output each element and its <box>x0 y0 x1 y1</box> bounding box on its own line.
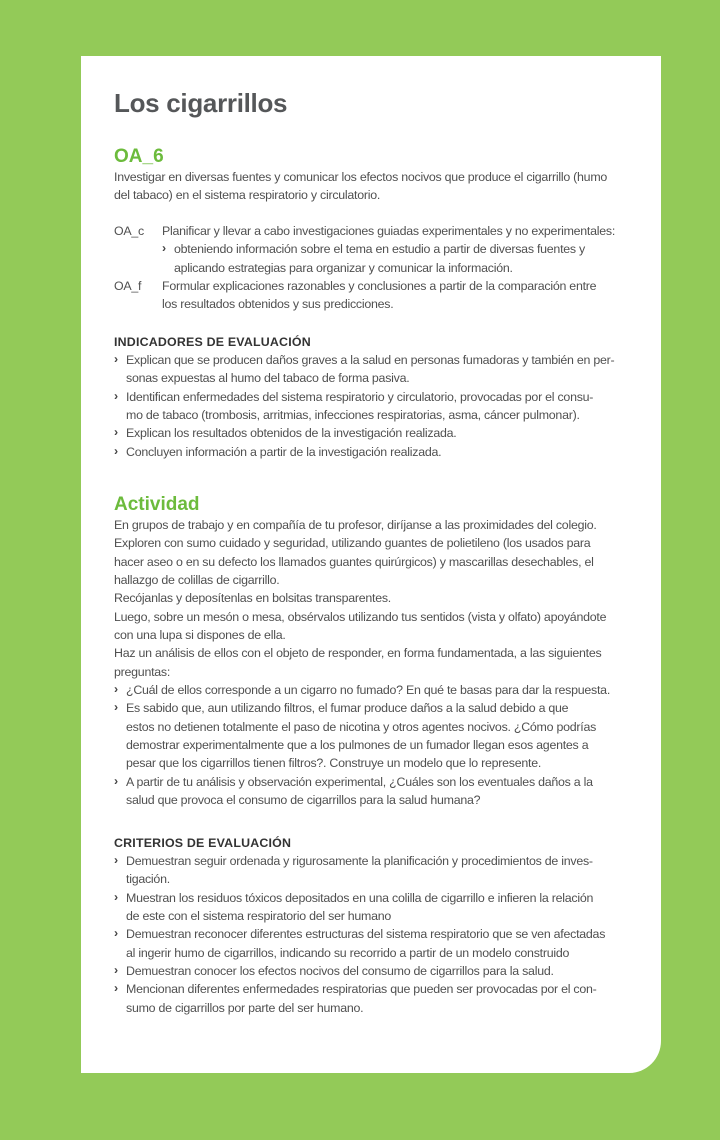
oa6-description <box>114 168 607 205</box>
list-item-line: › Mencionan diferentes enfermedades respiratorias que pueden ser provocadas por el con- <box>126 982 597 997</box>
list-item-line: › Demuestran conocer los efectos nocivos del consumo de cigarrillos para la salud. <box>126 964 554 979</box>
list-item-line: › Demuestran seguir ordenada y rigurosamente la planificación y procedimientos de inves- <box>126 854 593 868</box>
list-item <box>114 424 614 442</box>
text-line: Luego, sobre un mesón o mesa, obsérvalos utilizando tus sentidos (vista y olfato) apoyándote <box>114 609 607 624</box>
list-item-line: › Concluyen información a partir de la investigación realizada. <box>126 444 442 459</box>
list-item <box>114 773 610 810</box>
text-line: con una lupa si dispones de ella. <box>114 628 286 643</box>
list-item-line: salud que provoca el consumo de cigarrillos para la salud humana? <box>126 793 481 808</box>
list-item <box>114 443 614 461</box>
list-item-line: › Explican que se producen daños graves a la salud en personas fumadoras y también en per- <box>126 353 615 367</box>
skills-list <box>114 222 615 314</box>
list-item-line: estos no detienen totalmente el paso de nicotina y otros agentes nocivos. ¿Cómo podrías <box>126 719 597 734</box>
page-title: Los cigarrillos <box>114 88 288 118</box>
skill-code: OA_c <box>114 224 144 238</box>
skill-line: Planificar y llevar a cabo investigaciones guiadas experimentales y no experimentales: <box>162 224 616 238</box>
list-item <box>114 388 614 425</box>
actividad-paragraph <box>114 516 610 681</box>
skill-line: los resultados obtenidos y sus predicciones. <box>162 297 394 312</box>
text-line: En grupos de trabajo y en compañía de tu profesor, diríjanse a las proximidades del colegio. <box>114 518 597 532</box>
skill-line: Formular explicaciones razonables y conclusiones a partir de la comparación entre <box>162 279 597 294</box>
list-item-line: › Es sabido que, aun utilizando filtros, el fumar produce daños a la salud debido a que <box>126 701 569 716</box>
skill-row <box>114 277 615 314</box>
oa6-label: OA_6 <box>114 146 164 167</box>
list-item <box>114 351 614 388</box>
actividad-questions <box>114 681 610 809</box>
text-line: hallazgo de colillas de cigarrillo. <box>114 573 280 588</box>
list-item-line: demostrar experimentalmente que a los pulmones de un fumador llegan esos agentes a <box>126 738 589 753</box>
list-item-line: sonas expuestas al humo del tabaco de forma pasiva. <box>126 371 410 386</box>
skill-row <box>114 222 615 277</box>
text-line: hacer aseo o en su defecto los llamados guantes quirúrgicos) y mascarillas desechables, el <box>114 554 594 569</box>
list-item <box>114 852 605 889</box>
list-item-line: › Explican los resultados obtenidos de la investigación realizada. <box>126 426 457 441</box>
skill-sub-line: aplicando estrategias para organizar y comunicar la información. <box>174 260 513 275</box>
text-line: Exploren con sumo cuidado y seguridad, utilizando guantes de polietileno (los usados para <box>114 536 591 551</box>
list-item-line: › ¿Cuál de ellos corresponde a un cigarro no fumado? En qué te basas para dar la respuesta. <box>126 683 611 698</box>
list-item-line: › Muestran los residuos tóxicos depositados en una colilla de cigarrillo e infieren la relación <box>126 890 594 905</box>
criterios-list <box>114 852 605 1017</box>
skill-sub-line: › obteniendo información sobre el tema en estudio a partir de diversas fuentes y <box>174 242 585 257</box>
skill-code: OA_f <box>114 279 142 294</box>
actividad-text <box>114 516 610 810</box>
text-line: preguntas: <box>114 664 171 679</box>
criterios-heading: CRITERIOS DE EVALUACIÓN <box>114 836 292 850</box>
indicadores-heading: INDICADORES DE EVALUACIÓN <box>114 335 311 349</box>
list-item-line: mo de tabaco (trombosis, arritmias, infecciones respiratorias, asma, cáncer pulmonar). <box>126 408 580 423</box>
skill-sub-item <box>162 240 615 277</box>
text-line: Investigar en diversas fuentes y comunicar los efectos nocivos que produce el cigarrillo (humo <box>114 170 608 184</box>
list-item-line: › Demuestran reconocer diferentes estructuras del sistema respiratorio que se ven afectadas <box>126 927 606 942</box>
actividad-heading: Actividad <box>114 494 200 515</box>
text-line: Recójanlas y deposítenlas en bolsitas transparentes. <box>114 591 391 606</box>
text-line: del tabaco) en el sistema respiratorio y circulatorio. <box>114 188 381 203</box>
list-item-line: de este con el sistema respiratorio del ser humano <box>126 909 392 924</box>
list-item-line: › Identifican enfermedades del sistema respiratorio y circulatorio, provocadas por el consu- <box>126 389 594 404</box>
list-item-line: sumo de cigarrillos por parte del ser humano. <box>126 1000 364 1015</box>
list-item <box>114 980 605 1017</box>
list-item-line: › A partir de tu análisis y observación experimental, ¿Cuáles son los eventuales daños a la <box>126 774 593 789</box>
text-line: Haz un análisis de ellos con el objeto de responder, en forma fundamentada, a las siguientes <box>114 646 602 661</box>
list-item-line: pesar que los cigarrillos tienen filtros?. Construye un modelo que lo represente. <box>126 756 542 771</box>
list-item-line: tigación. <box>126 872 170 887</box>
list-item <box>114 962 605 980</box>
indicadores-list <box>114 351 614 461</box>
list-item <box>114 925 605 962</box>
list-item-line: al ingerir humo de cigarrillos, indicando su recorrido a partir de un modelo construido <box>126 945 570 960</box>
list-item <box>114 699 610 772</box>
list-item <box>114 681 610 699</box>
list-item <box>114 889 605 926</box>
